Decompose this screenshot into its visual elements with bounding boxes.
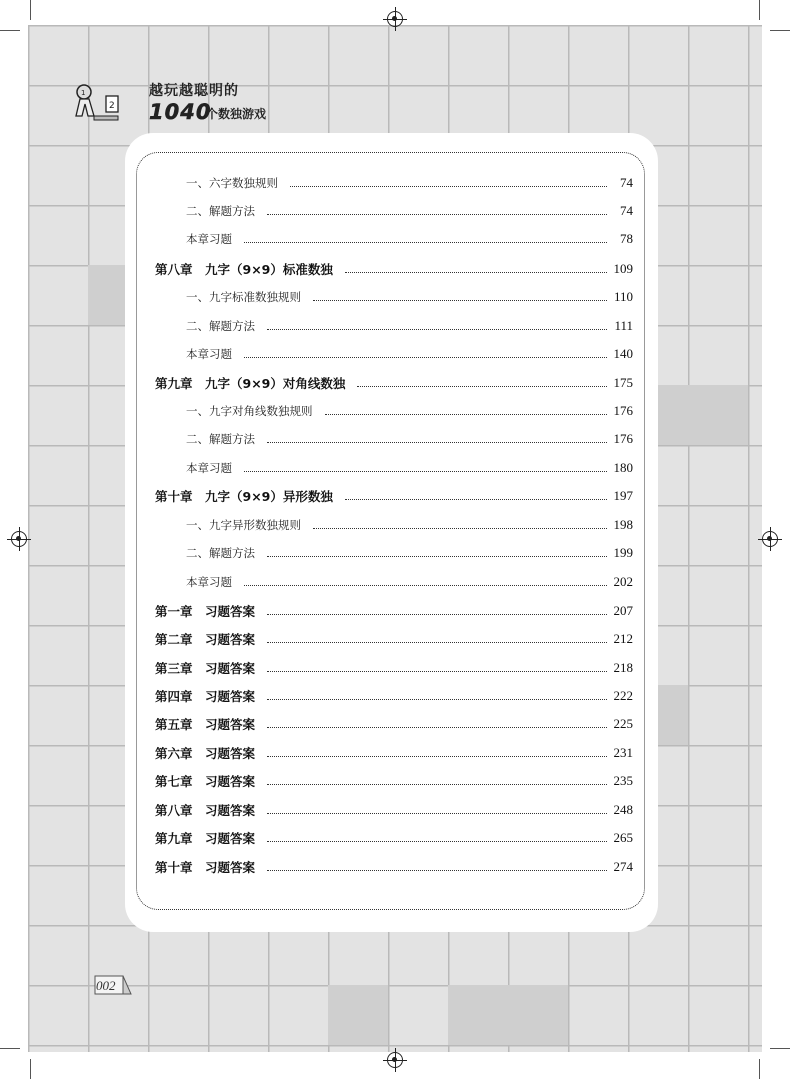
toc-entry-page: 197 [613, 488, 633, 503]
toc-chapter-entry[interactable] [155, 828, 633, 848]
grid-shade [508, 985, 568, 1045]
toc-entry-page: 140 [613, 346, 633, 361]
book-title-line1: 越玩越聪明的 [149, 83, 239, 99]
mascot-tag-2: 2 [109, 101, 115, 111]
toc-entry-label: 第七章 习题答案 [155, 774, 256, 789]
toc-chapter-entry[interactable] [155, 714, 633, 734]
toc-dot-leader [267, 784, 607, 785]
grid-shade [328, 985, 388, 1045]
toc-entry-page: 109 [613, 261, 633, 276]
toc-entry-page: 265 [613, 830, 633, 845]
toc-entry-page: 218 [613, 660, 633, 675]
toc-entry-page: 176 [613, 403, 633, 418]
book-header [72, 78, 302, 128]
toc-chapter-entry[interactable] [155, 601, 633, 621]
toc-entry-page: 231 [613, 745, 633, 760]
toc-entry-page: 207 [613, 603, 633, 618]
toc-entry-label: 第八章 九字（9×9）标准数独 [155, 262, 333, 277]
crop-mark [30, 1059, 31, 1079]
toc-entry-label: 本章习题 [186, 232, 232, 246]
toc-entry-label: 第九章 九字（9×9）对角线数独 [155, 376, 346, 391]
toc-dot-leader [357, 386, 607, 387]
toc-entry-label: 本章习题 [186, 575, 232, 589]
crop-mark [759, 1059, 760, 1079]
page-number-badge [93, 972, 133, 996]
toc-entry-page: 180 [613, 460, 633, 475]
toc-chapter-entry[interactable] [155, 857, 633, 877]
toc-dot-leader [267, 870, 607, 871]
toc-section-entry[interactable] [155, 572, 633, 592]
toc-entry-label: 第一章 习题答案 [155, 604, 256, 619]
page-number: 002 [96, 978, 116, 993]
toc-entry-label: 第六章 习题答案 [155, 746, 256, 761]
toc-entry-label: 二、解题方法 [186, 319, 255, 333]
toc-chapter-entry[interactable] [155, 686, 633, 706]
toc-dot-leader [345, 499, 607, 500]
toc-dot-leader [267, 556, 607, 557]
registration-mark [762, 531, 778, 547]
toc-entry-label: 二、解题方法 [186, 204, 255, 218]
toc-dot-leader [267, 841, 607, 842]
crop-mark [0, 30, 20, 31]
registration-mark [11, 531, 27, 547]
crop-mark [759, 0, 760, 20]
toc-dot-leader [313, 300, 607, 301]
toc-entry-page: 176 [613, 431, 633, 446]
toc-entry-page: 274 [613, 859, 633, 874]
toc-section-entry[interactable] [155, 287, 633, 307]
toc-dot-leader [267, 727, 607, 728]
toc-entry-page: 225 [613, 716, 633, 731]
toc-entry-label: 二、解题方法 [186, 546, 255, 560]
toc-chapter-entry[interactable] [155, 658, 633, 678]
grid-shade [448, 985, 508, 1045]
toc-dot-leader [244, 242, 607, 243]
toc-dot-leader [290, 186, 607, 187]
toc-dot-leader [244, 357, 607, 358]
toc-chapter-entry[interactable] [155, 373, 633, 393]
toc-entry-label: 第二章 习题答案 [155, 632, 256, 647]
toc-chapter-entry[interactable] [155, 259, 633, 279]
toc-dot-leader [267, 671, 607, 672]
toc-dot-leader [244, 471, 607, 472]
toc-entry-page: 199 [613, 545, 633, 560]
toc-entry-label: 二、解题方法 [186, 432, 255, 446]
toc-entry-page: 248 [613, 802, 633, 817]
toc-entry-label: 第八章 习题答案 [155, 803, 256, 818]
toc-chapter-entry[interactable] [155, 800, 633, 820]
toc-section-entry[interactable] [155, 229, 633, 249]
toc-dot-leader [267, 329, 607, 330]
toc-section-entry[interactable] [155, 515, 633, 535]
toc-entry-page: 235 [613, 773, 633, 788]
crop-mark [770, 30, 790, 31]
crop-mark [30, 0, 31, 20]
toc-section-entry[interactable] [155, 401, 633, 421]
toc-chapter-entry[interactable] [155, 743, 633, 763]
toc-section-entry[interactable] [155, 458, 633, 478]
toc-entry-label: 第三章 习题答案 [155, 661, 256, 676]
toc-section-entry[interactable] [155, 543, 633, 563]
toc-entry-page: 111 [614, 318, 633, 333]
toc-dot-leader [267, 614, 607, 615]
toc-entry-page: 198 [613, 517, 633, 532]
toc-entry-page: 74 [620, 175, 633, 190]
mascot-tag-1: 1 [81, 89, 86, 97]
toc-entry-label: 第五章 习题答案 [155, 717, 256, 732]
toc-chapter-entry[interactable] [155, 486, 633, 506]
toc-dot-leader [313, 528, 607, 529]
grid-shade [688, 385, 748, 445]
toc-entry-label: 一、九字对角线数独规则 [186, 404, 313, 418]
toc-entry-label: 本章习题 [186, 461, 232, 475]
toc-dot-leader [267, 699, 607, 700]
book-title-number: 1040 [149, 100, 212, 124]
toc-entry-label: 一、九字异形数独规则 [186, 518, 301, 532]
toc-chapter-entry[interactable] [155, 629, 633, 649]
toc-section-entry[interactable] [155, 429, 633, 449]
toc-entry-page: 74 [620, 203, 633, 218]
toc-section-entry[interactable] [155, 344, 633, 364]
book-title-line2: 个数独游戏 [206, 107, 267, 121]
registration-mark [387, 1052, 403, 1068]
toc-entry-label: 一、六字数独规则 [186, 176, 278, 190]
mascot-icon [72, 82, 120, 124]
toc-entry-page: 202 [613, 574, 633, 589]
toc-dot-leader [267, 756, 607, 757]
toc-entry-label: 第十章 习题答案 [155, 860, 256, 875]
crop-mark [770, 1048, 790, 1049]
toc-dot-leader [325, 414, 608, 415]
toc-entry-page: 212 [613, 631, 633, 646]
toc-entry-label: 第四章 习题答案 [155, 689, 256, 704]
toc-dot-leader [267, 642, 607, 643]
toc-dot-leader [345, 272, 607, 273]
toc-entry-label: 第九章 习题答案 [155, 831, 256, 846]
toc-entry-label: 第十章 九字（9×9）异形数独 [155, 489, 333, 504]
toc-section-entry[interactable] [155, 173, 633, 193]
toc-dot-leader [267, 214, 607, 215]
toc-entry-label: 一、九字标准数独规则 [186, 290, 301, 304]
crop-mark [0, 1048, 20, 1049]
toc-entry-label: 本章习题 [186, 347, 232, 361]
toc-entry-page: 78 [620, 231, 633, 246]
toc-section-entry[interactable] [155, 201, 633, 221]
toc-entry-page: 110 [613, 289, 633, 304]
toc-entry-page: 175 [613, 375, 633, 390]
registration-mark [387, 11, 403, 27]
toc-dot-leader [267, 813, 607, 814]
toc-chapter-entry[interactable] [155, 771, 633, 791]
toc-dot-leader [267, 442, 607, 443]
toc-section-entry[interactable] [155, 316, 633, 336]
toc-dot-leader [244, 585, 607, 586]
toc-entry-page: 222 [613, 688, 633, 703]
